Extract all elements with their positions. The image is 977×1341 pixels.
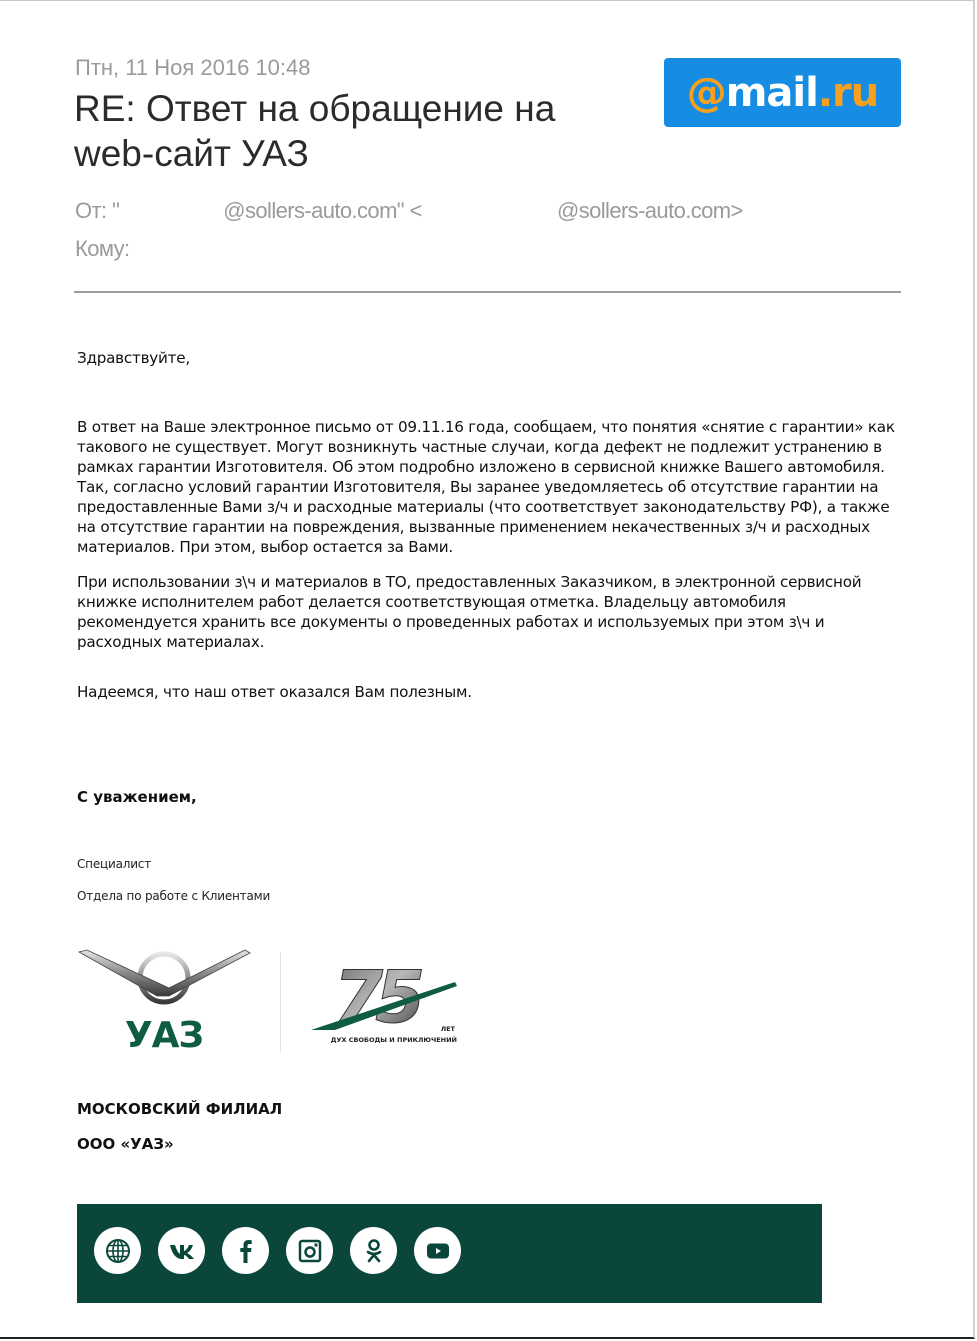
- header-divider: [74, 291, 901, 293]
- redacted-sender-name: [119, 198, 223, 224]
- mail-ru-logo-at: @: [686, 69, 726, 116]
- company-branch: МОСКОВСКИЙ ФИЛИАЛ: [77, 1100, 283, 1118]
- social-link-youtube[interactable]: [414, 1227, 461, 1274]
- from-display-suffix: @sollers-auto.com": [223, 198, 404, 223]
- social-link-website[interactable]: [94, 1227, 141, 1274]
- social-link-odnoklassniki[interactable]: [350, 1227, 397, 1274]
- vk-icon: [167, 1236, 197, 1266]
- facebook-icon: [231, 1236, 261, 1266]
- company-name: ООО «УАЗ»: [77, 1135, 174, 1153]
- signature-department: Отдела по работе с Клиентами: [77, 889, 271, 903]
- uaz-logo-wings: [79, 950, 250, 996]
- uaz-logo: [77, 948, 252, 1056]
- mail-ru-logo-ru: ru: [832, 69, 879, 116]
- from-label: От:: [75, 198, 107, 223]
- social-link-instagram[interactable]: [286, 1227, 333, 1274]
- mail-ru-logo-mail: mail: [725, 69, 818, 116]
- globe-icon: [103, 1236, 133, 1266]
- closing-line: Надеемся, что наш ответ оказался Вам полезным.: [77, 683, 472, 701]
- email-subject: RE: Ответ на обращение на web-сайт УАЗ: [74, 88, 556, 174]
- logo-divider: [280, 952, 281, 1052]
- anniversary-75-logo: [305, 952, 465, 1052]
- signature-title: Специалист: [77, 857, 151, 871]
- anniversary-slogan: ДУХ СВОБОДЫ И ПРИКЛЮЧЕНИЙ: [330, 1036, 457, 1044]
- mail-ru-logo-dot: .: [817, 69, 833, 116]
- instagram-icon: [295, 1236, 325, 1266]
- odnoklassniki-icon: [359, 1236, 389, 1266]
- body-paragraph-2: При использовании з\ч и материалов в ТО, предоставленных Заказчиком, в электронной сервисной книжке исполнителем работ делается соответствующая отметка. Владельцу автомобиля рекомендуется хранить все документы о проведенных работах и используемых при этом з\ч и расходных материалах.: [77, 573, 862, 651]
- social-links-bar: [77, 1204, 822, 1303]
- email-date: Птн, 11 Ноя 2016 10:48: [75, 55, 311, 80]
- social-link-vk[interactable]: [158, 1227, 205, 1274]
- anniversary-number: 75: [333, 955, 418, 1039]
- body-paragraph-1: В ответ на Ваше электронное письмо от 09.11.16 года, сообщаем, что понятия «снятие с гарантии» как такового не существует. Могут возникнуть частные случаи, когда дефект не подлежит устранению в рамках гарантии Изготовителя. Об этом подробно изложено в сервисной книжке Вашего автомобиля. Так, согласно условий гарантии Изготовителя, Вы заранее уведомляетесь об отсутствие гарантии на предоставленные Вами з/ч и расходные материалы (что соответствует законодательству РФ), а также на отсутствие гарантии на повреждения, вызванные применением некачественных з/ч и расходных материалов. При этом, выбор остается за Вами.: [77, 418, 895, 556]
- to-label: Кому:: [75, 236, 130, 261]
- uaz-logo-text: УАЗ: [124, 1015, 204, 1056]
- social-link-facebook[interactable]: [222, 1227, 269, 1274]
- greeting: Здравствуйте,: [77, 349, 190, 367]
- signature-regards: С уважением,: [77, 788, 197, 806]
- email-to: [75, 236, 130, 262]
- from-address-suffix: @sollers-auto.com>: [556, 198, 743, 223]
- anniversary-years-label: ЛЕТ: [440, 1025, 455, 1033]
- youtube-icon: [423, 1236, 453, 1266]
- redacted-sender-address: [422, 198, 557, 224]
- mail-ru-logo: [664, 58, 901, 127]
- email-from: От: " @sollers-auto.com" < @sollers-auto.com>: [75, 198, 743, 223]
